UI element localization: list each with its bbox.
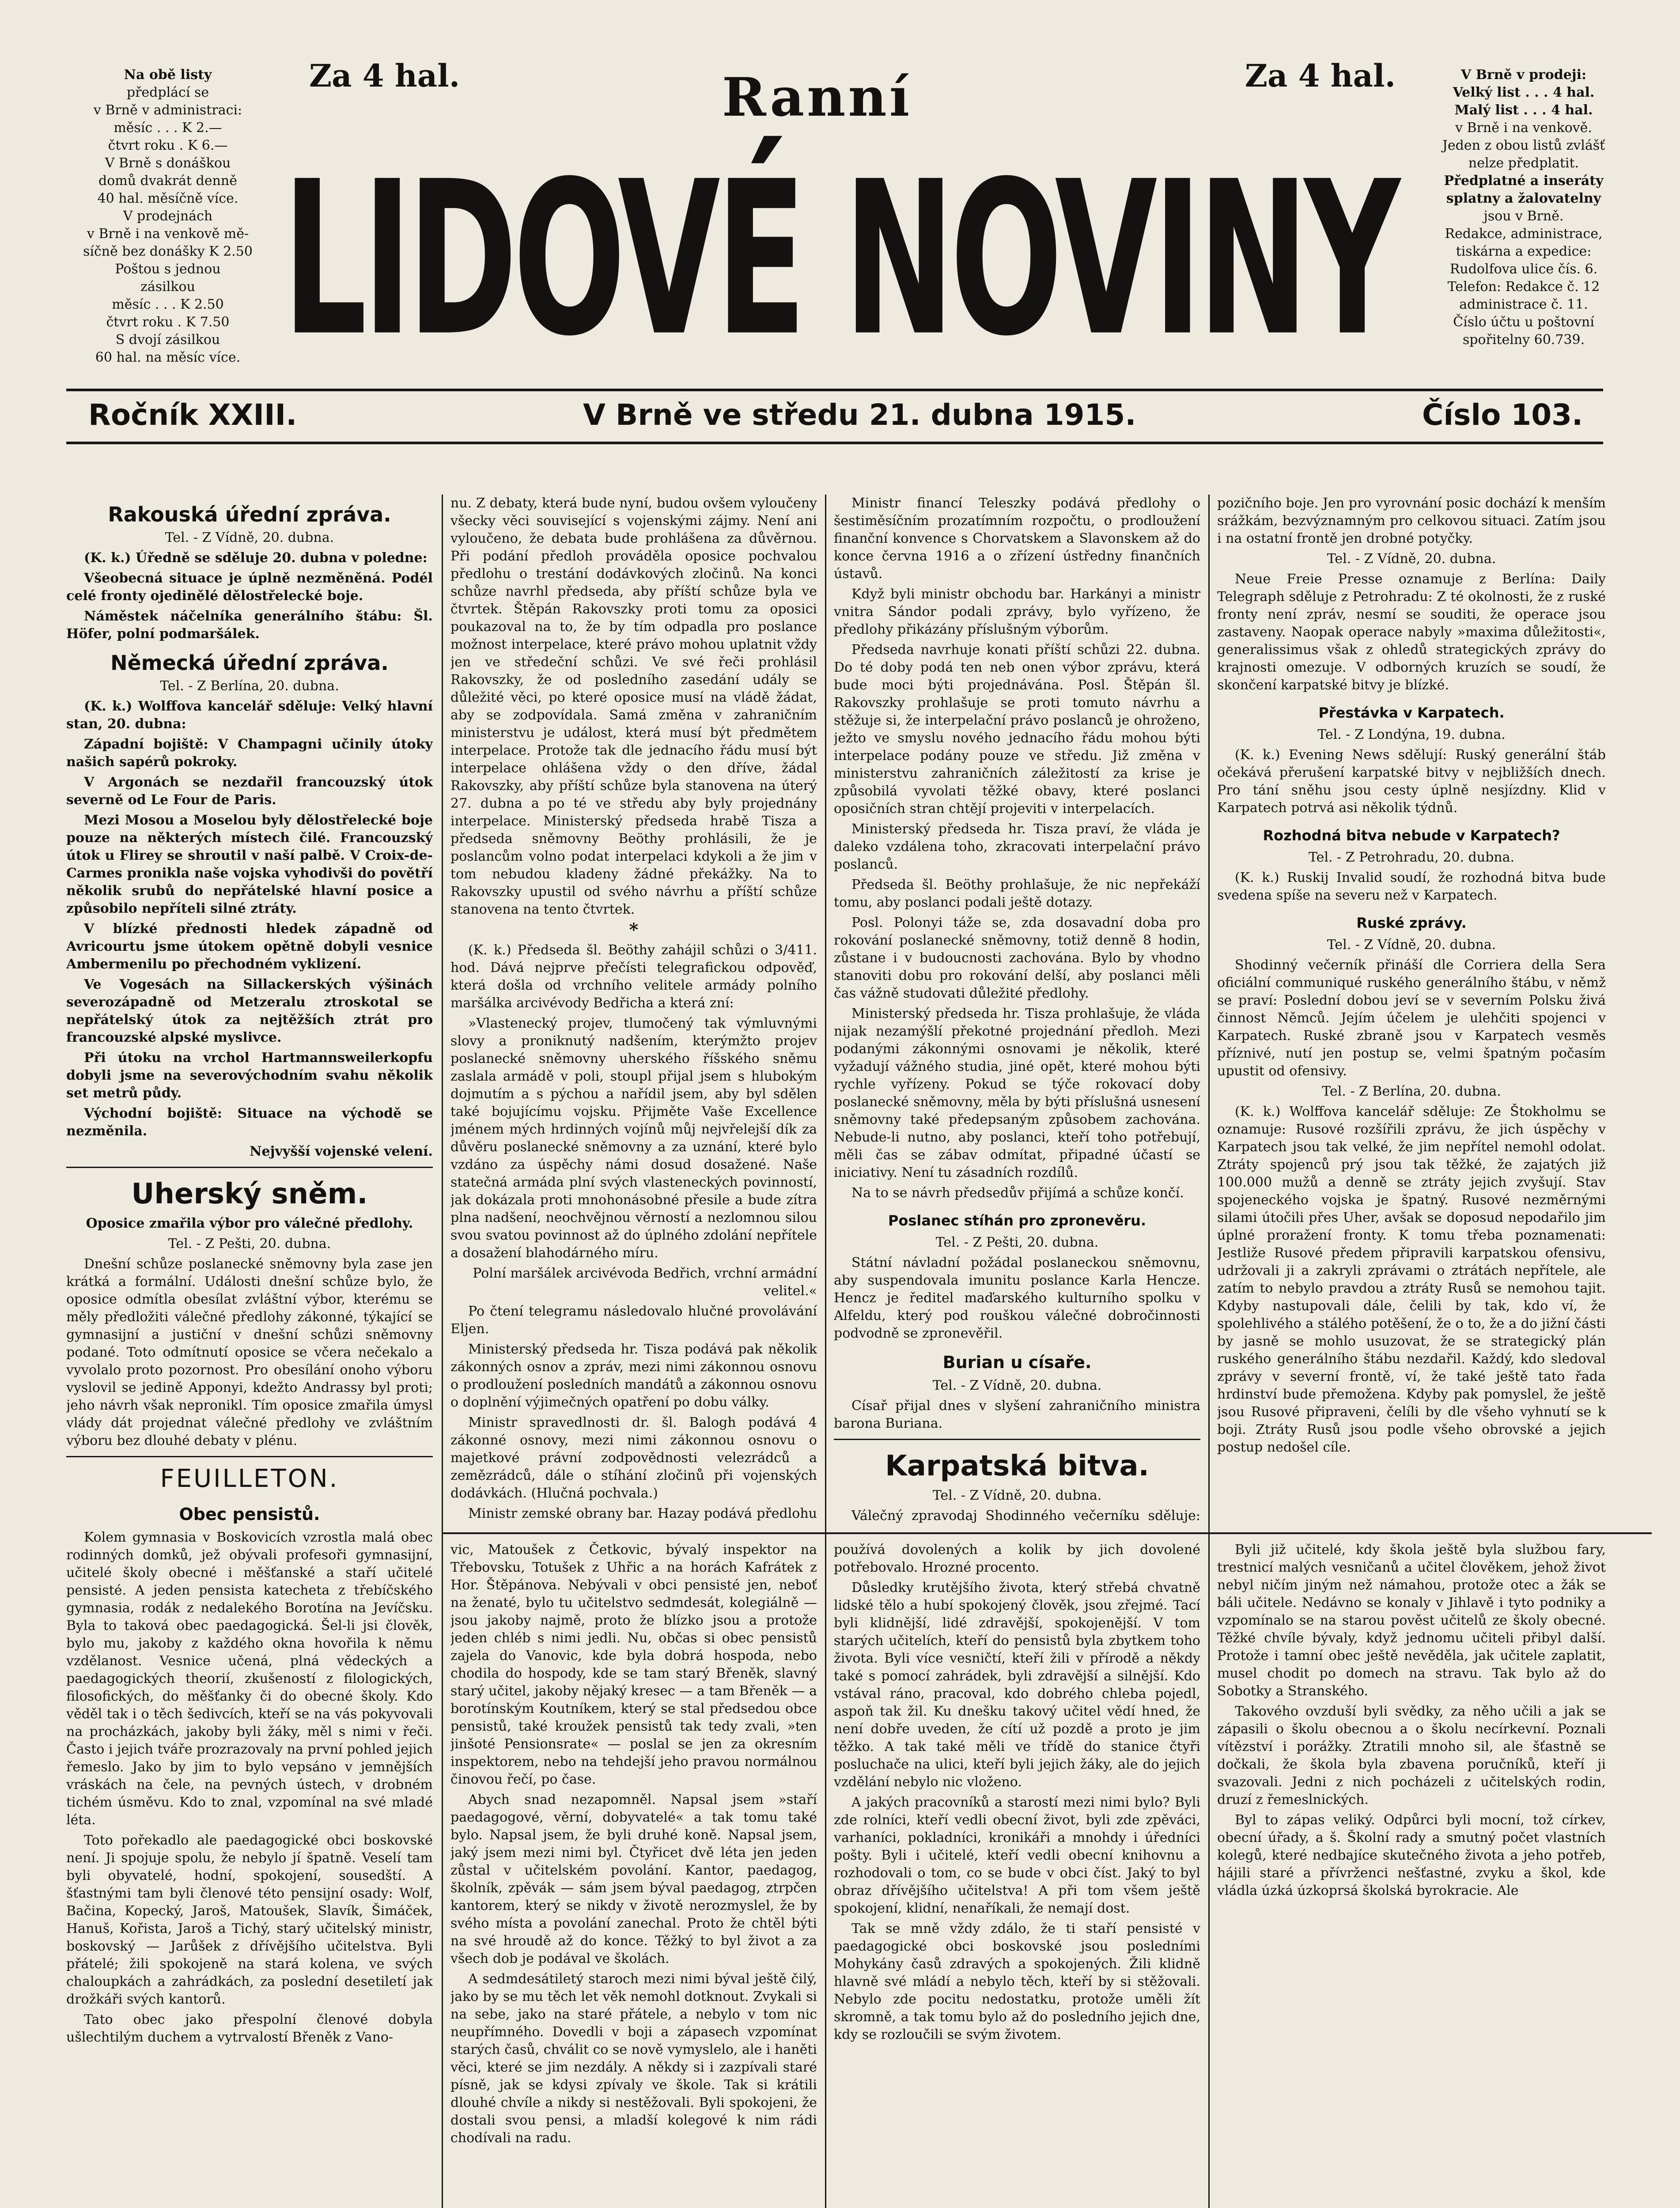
info-line: spořitelny 60.739. — [1462, 332, 1585, 348]
subscription-line: Na obě listy — [124, 67, 212, 83]
dateline: Tel. - Z Vídně, 20. dubna. — [1327, 937, 1496, 953]
article-heading: Německá úřední zpráva. — [110, 651, 389, 675]
dateline: Tel. - Z Vídně, 20. dubna. — [1327, 551, 1496, 567]
paragraph: Náměstek náčelníka generálního štábu: Šl. Höfer, polní podmaršálek. — [66, 609, 433, 642]
info-line: Předplatné a inseráty — [1444, 173, 1604, 189]
paragraph: Ministerský předseda hr. Tisza podává pak několik zákonných osnov a zpráv, mezi nimi zákonnou osnovu o prodloužení posledních mandátů a zákonnou osnovu o doplnění výjimečných opatření po dobu války. — [450, 1342, 817, 1410]
paragraph: Neue Freie Presse oznamuje z Berlína: Daily Telegraph sděluje z Petrohradu: Z té okolnosti, že z ruské fronty není zpráv, nesmí se souditi, že operace jsou zastaveny. Naopak operace nabyly »maxima důležitosti«, generalissimus však z ohledů strategických zprávy do krajnosti omezuje. V odborných kruzích se soudí, že skončení karpatské bitvy je blízké. — [1217, 571, 1606, 693]
dateline: Tel. - Z Vídně, 20. dubna. — [932, 1378, 1102, 1393]
paragraph: Na to se návrh předsedův přijímá a schůze končí. — [851, 1185, 1184, 1201]
article-heading: Karpatská bitva. — [885, 1450, 1149, 1482]
subscription-line: čtvrt roku . K 6.— — [108, 138, 228, 153]
section-star: * — [629, 919, 639, 940]
paragraph: Císař přijal dnes v slyšení zahraničního ministra barona Buriana. — [834, 1398, 1200, 1431]
paragraph: Tato obec jako přespolní členové dobyla ušlechtilým duchem a vytrvalostí Břeněk z Vano- — [66, 2012, 433, 2045]
paragraph: A jakých pracovníků a starostí mezi nimi bylo? Byli zde rolníci, kteří vedli obecní život, byli zde zpěváci, varhaníci, pokladníci, kronikáři a mnohdy i úředníci pošty. Byli i učitelé, kteří vedli obecní knihovnu a rozhodovali o tom, co se bude v obci číst. Jaký to byl obraz dřívějšího učitelstva! A při tom všem ještě spokojení, klidní, nenaříkali, že nemají dost. — [834, 1795, 1200, 1916]
info-line: Číslo účtu u poštovní — [1453, 314, 1594, 330]
masthead-title: LIDOVÉ NOVINY — [283, 136, 1396, 383]
volume-number: Ročník XXIII. — [88, 398, 297, 432]
paragraph: V Argonách se nezdařil francouzský útok severně od Le Four de Paris. — [66, 775, 433, 808]
paragraph: (K. k.) Evening News sdělují: Ruský generální štáb očekává přerušení karpatské bitvy v nejbližších dnech. Pro tání sněhu jsou cesty úplně nesjízdny. Klid v Karpatech potrvá asi několik týdnů. — [1217, 747, 1606, 816]
subscription-line: 60 hal. na měsíc více. — [95, 350, 241, 365]
article-heading: Burian u císaře. — [942, 1353, 1092, 1372]
paragraph: (K. k.) Úředně se sděluje 20. dubna v poledne: — [84, 550, 428, 566]
article-heading: Rozhodná bitva nebude v Karpatech? — [1263, 827, 1560, 844]
issue-date: V Brně ve středu 21. dubna 1915. — [583, 398, 1136, 432]
subscription-line: v Brně v administraci: — [93, 102, 242, 118]
info-line: nelze předplatit. — [1468, 155, 1579, 171]
info-line: Rudolfova ulice čís. 6. — [1449, 261, 1598, 277]
paragraph: Abych snad nezapomněl. Napsal jsem »staří paedagogové, věrní, dobyvatelé« a tak tomu také bylo. Napsal jsem, že byli druhé koně. Napsal jsem, jaký jsem mezi nimi byl. Čtyřicet dvě léta jen jeden zůstal v učitelském povolání. Kantor, paedagog, školník, zpěvák — sám jsem býval paedagog, ztrpčen kantorem, který se nikdy v životě nerozmyslel, že by svého místa a povolání zanechal. Proto že chtěl býti na své hroudě až do konce. Těžký to byl život a za všech dob je podával ve školách. — [450, 1792, 817, 1966]
paragraph: Tak se mně vždy zdálo, že ti staří pensisté v paedagogické obci boskovské jsou posledními Mohykány časů zdravých a spokojených. Žili klidně hlavně své mládí a nebylo těch, kteří by si stěžovali. Nebylo zde pocitu nedostatku, protože uměli žít skromně, a tak tomu bylo až do posledního jejich dne, kdy se rozloučili se svým životem. — [834, 1921, 1200, 2042]
paragraph: Toto pořekadlo ale paedagogické obci boskovské není. Ji spojuje spolu, že nebylo jí špatně. Veselí tam byli obyvatelé, hodní, spokojení, sousedští. A šťastnými tam byli členové této pensijní osady: Wolf, Bačina, Kopecký, Jaroš, Matoušek, Slavík, Šimáček, Hanuš, Kořista, Jaroš a Tichý, starý učitelský ministr, boskovský — Jarůšek z dřívějšího učitelstva. Byli přátelé; žili spokojeně na stará kolena, ve svých chaloupkách a zahrádkách, za poslední desetiletí jak drožkáři svých kantorů. — [66, 1833, 433, 2007]
issue-number: Číslo 103. — [1422, 398, 1583, 432]
subscription-line: V prodejnách — [123, 208, 213, 224]
paragraph: Ministr spravedlnosti dr. šl. Balogh podává 4 zákonné osnovy, mezi nimi zákonnou osnovu o majetkové právní zodpovědnosti velezrádců a zemězrádců, dále o stíhání zločinů při vojenských dodávkách. (Hlučná pochvala.) — [450, 1415, 817, 1501]
info-line: Malý list . . . 4 hal. — [1454, 102, 1593, 118]
info-line: Velký list . . . 4 hal. — [1453, 85, 1595, 100]
info-line: Jeden z obou listů zvlášť — [1442, 138, 1605, 153]
column-rule — [825, 495, 826, 2208]
feuilleton-column-3 — [834, 1541, 1200, 2208]
paragraph: Ve Vogesách na Sillackerských výšinách severozápadně od Metzeralu ztroskotal se nepřátelský útok za nejtěžších ztrát pro francouzské alpské myslivce. — [66, 977, 433, 1045]
masthead-rule-top — [66, 389, 1603, 391]
dateline: Tel. - Z Petrohradu, 20. dubna. — [1308, 850, 1515, 865]
paragraph: Po čtení telegramu následovalo hlučné provolávání Eljen. — [450, 1304, 817, 1337]
article-heading: Poslanec stíhán pro zpronevěru. — [888, 1212, 1146, 1229]
paragraph: (K. k.) Ruskij Invalid soudí, že rozhodná bitva bude svedena spíše na severu než v Karpatech. — [1217, 870, 1606, 903]
paragraph: Shodinný večerník přináší dle Corriera della Sera oficiální communiqué ruského generálního štábu, v němž se praví: Poslední dobou jeví se v severním Polsku živá činnost Němců. Jejím účelem je ulehčiti spojenci v Karpatech. Ruské zbraně jsou v Karpatech vesměs příznivé, nutí jen postup se, velmi špatným počasím upustit od ofensivy. — [1217, 957, 1606, 1079]
paragraph: Předseda šl. Beöthy prohlašuje, že nic nepřekáží tomu, aby poslanci podali ještě dotazy. — [834, 877, 1200, 910]
paragraph: Při útoku na vrchol Hartmannsweilerkopfu dobyli jsme na severovýchodním svahu několik set metrů půdy. — [66, 1050, 433, 1101]
subscription-line: zásilkou — [140, 279, 195, 295]
paragraph: vic, Matoušek z Četkovic, bývalý inspektor na Třebovsku, Totušek z Uhřic a na horách Kafrátek z Hor. Štěpánova. Nebývali v obci pensisté jen, neboť na ženaté, bylo tu učitelstvo sedmdesát, kolegiálně — jsou jakoby najmě, proto že blízko jsou a protože jeden chléb s nimi jedli. Nu, občas si obec pensistů zajela do Vanovic, kde byla dobrá hospoda, nebo chodila do hospody, kde se tam starý Břeněk, slavný starý učitel, jakoby nějaký kresec — a tam Břeněk — a borotínským Koutníkem, který se stal předsedou obce pensistů, také kroužek pensistů tak tedy zvali, »ten jinšoté Pensionsrate« — poslal se jen za okresním inspektorem, nebo na tehdejší jeho pravou normálnou činovou řečí, po čase. — [450, 1542, 817, 1787]
info-line: Telefon: Redakce č. 12 — [1447, 279, 1600, 295]
info-line: splatny a žalovatelny — [1446, 191, 1601, 206]
subscription-line: domů dvakrát denně — [98, 173, 237, 189]
article-heading: Uherský sněm. — [131, 1178, 368, 1210]
section-rule — [442, 1532, 1652, 1534]
column-4 — [1217, 495, 1606, 1524]
subscription-line: S dvojí zásilkou — [115, 332, 220, 348]
paragraph: Byli již učitelé, kdy škola ještě byla službou fary, trestnicí malých vesničanů a učitel člověkem, jehož život nebyl ničím jiným než námahou, protože otec a žák se báli učitele. Nedávno se konaly v Jihlavě i tyto podniky a vzpomínalo se na starou pověst učitelů ze školy obecné. Těžké chvíle bývaly, když jednomu učiteli přibyl další. Protože i tamní obec ještě nevěděla, jak učitele zaplatit, musel chodit po domech na stravu. Tak bylo až do Sobotky a Stranského. — [1217, 1542, 1606, 1699]
info-line: jsou v Brně. — [1483, 208, 1564, 224]
paragraph: Ministerský předseda hr. Tisza praví, že vláda je daleko vzdálena toho, zkracovati interpelační právo poslanců. — [834, 821, 1200, 872]
paragraph: Ministr zemské obrany bar. Hazay podává předlohu — [468, 1506, 817, 1521]
article-heading: Rakouská úřední zpráva. — [108, 503, 391, 526]
subscription-line: měsíc . . . K 2.50 — [112, 297, 224, 312]
paragraph: pozičního boje. Jen pro vyrovnání posic dochází k menším srážkám, bezvýznamným pro celkovou situaci. Zatím jsou i na ostatní frontě jen drobné potyčky. — [1217, 495, 1606, 546]
signature: Polní maršálek arcivévoda Bedřich, vrchní armádní velitel.« — [473, 1266, 817, 1299]
column-2 — [450, 495, 817, 1524]
paragraph: Státní návladní požádal poslaneckou sněmovnu, aby suspendovala imunitu poslance Karla Hencze. Hencz je ředitel maďarského kulturního spolku v Alfeldu, který pod rouškou válečné dobročinnosti podvodně se zpronevěřil. — [834, 1255, 1200, 1341]
dateline: Tel. - Z Pešti, 20. dubna. — [935, 1235, 1099, 1250]
paragraph: Kolem gymnasia v Boskovicích vzrostla malá obec rodinných domků, jež obývali profesoři gymnasijní, učitelé školy obecné i měšťanské a staří učitelé pensisté. A jeden pensista katecheta z třebíčského gymnasia, rodák z nedalekého Borotína na Jevíčsku. Byla to taková obec paedagogická. Šel-li jsi člověk, bylo mu, jakoby z každého okna hovořila k němu vzdělanost. Vesnice učená, plná vědeckých a paedagogických theorií, zkušeností z filologických, filosofických, do měšťanky či do obecné školy. Kdo věděl tak i o těch šedivcích, kteří se na vás pokyvovali na procházkách, jakoby byli žáky, měl s nimi v řeči. Často i jejich tváře prozrazovaly na první pohled jejich řemeslo. Jako by jim to bylo vepsáno v jemnějších vráskách na čele, na pevných ústech, v drobném tichém úsměvu. Kdo to znal, vzpomínal na své mladé léta. — [66, 1530, 433, 1828]
info-line: administrace č. 11. — [1459, 297, 1588, 312]
subheading: Oposice zmařila výbor pro válečné předlohy. — [86, 1216, 413, 1231]
subscription-line: Poštou s jednou — [115, 261, 221, 277]
paragraph: Ministerský předseda hr. Tisza prohlašuje, že vláda nijak nezamýšlí překotné projednání předloh. Mezi podanými zákonnými osnovami je několik, které vyžadují vážného studia, jiné opět, které mohou býti rychle vyřízeny. Pokud se týče rokovací doby poslanecké sněmovny, měla by býti příslušná usnesení sněmovny také předepsaným způsobem zachována. Nebude-li nutno, aby poslanci, kteří toho potřebují, měli čas se zábav odmítat, připadné účastí se iniciativy. Není tu zásadních rozdílů. — [834, 1006, 1200, 1180]
paragraph: Ministr financí Teleszky podává předlohy o šestiměsíčním prozatímním rozpočtu, o prodloužení finanční konvence s Chorvatskem a Slavonskem až do konce června 1916 a o zřízení ústředny finančních ústavů. — [834, 495, 1200, 582]
paragraph: Když byli ministr obchodu bar. Harkányi a ministr vnitra Sándor podali zprávy, bylo vyřízeno, že předlohy přikázány příslušným výborům. — [834, 586, 1200, 637]
feuilleton-column-2 — [450, 1541, 817, 2208]
paragraph: Předseda navrhuje konati příští schůzi 22. dubna. Do té doby podá ten neb onen výbor zprávu, která bude moci býti projednávána. Posl. Štěpán šl. Rakovszky prohlašuje se proti tomuto návrhu a stěžuje si, že interpelační právo poslanců je ohroženo, ježto ve smyslu nového jednacího řádu mohou býti interpelace podány pouze ve středu. Již změna v ministerstvu zahraničních záležitostí za krise je způsobilá vyvolati těžké obavy, které poslanci oposičních stran chtějí projeviti v interpelacích. — [834, 642, 1200, 817]
paragraph: (K. k.) Wolffova kancelář sděluje: Ze Štokholmu se oznamuje: Rusové rozšířili zprávu, že jich úspěchy v Karpatech jsou tak velké, že jim nepřítel nemohl odolat. Ztráty spojenců prý jsou tak těžké, že zajatých již 100.000 mužů a denně se ztráty jejich zvyšují. Stav spojeneckého vojska je špatný. Rusové nezměrnými silami útočili přes Uher, avšak se doposud nepodařilo jim úplné proražení fronty. K tomu třeba poznamenati: Jestliže Rusové předem připravili karpatskou ofensivu, udržovali ji a zakryli zprávami o ztrátách nepřítele, ale zatím to nebylo pravdou a ztráty Rusů se nemohou tajit. Kdyby nastupovali dále, čelili by tak, kdo ví, že spolehlivého a stálého potěšení, že o to, že a do jižní části by jasně se mohlo usuzovat, že se strategický plán ruského generálního štábu nezdařil. Každý, kdo sledoval zprávy v severní frontě, ví, že také ještě tato řada hrdinství bude přemožena. Kdyby pak pomyslel, že ještě jsou Rusové připraveni, čelíli by dle všeho vyhnutí se k boji. Ztráty Rusů jsou podle všeho obrovské a jejich postup nedošel cíle. — [1217, 1104, 1606, 1455]
column-3 — [834, 495, 1200, 1524]
paragraph: Posl. Polonyi táže se, zda dosavadní doba pro rokování poslanecké sněmovny, totiž denně 8 hodin, zůstane i v budoucnosti zachována. Bylo by vhodno stanoviti dobu pro rokování delší, aby poslanci měli čas vážně studovati důležité předlohy. — [834, 915, 1200, 1001]
paragraph: Dnešní schůze poslanecké sněmovny byla zase jen krátká a formální. Události dnešní schůze bylo, že oposice odmítla obesílat zvláštní výbor, kterému se měly předložiti válečné předlohy zákonné, týkající se gymnasijní a justiční v dnešní schůzi sněmovny podané. Toto odmítnutí oposice se včera nečekalo a vyvolalo proto pozornost. Pro obesílání onoho výboru vyslovil se jedině Apponyi, kdežto Andrassy byl proti; jeho návrh však nepronikl. Tím oposice zmařila úmysl vlády dát projednat válečné předlohy ve zvláštním výboru bez dlouhé debaty v plénu. — [66, 1256, 433, 1448]
divider — [66, 1456, 433, 1457]
feuilleton-heading: FEUILLETON. — [160, 1464, 339, 1493]
divider — [834, 1439, 1200, 1440]
subscription-line: čtvrt roku . K 7.50 — [106, 314, 230, 330]
subscription-line: 40 hal. měsíčně více. — [97, 191, 238, 206]
price-right: Za 4 hal. — [1245, 57, 1396, 94]
paragraph: Válečný zpravodaj Shodinného večerníku sděluje: — [851, 1508, 1200, 1524]
article-heading: Ruské zprávy. — [1356, 915, 1467, 931]
paragraph: Mezi Mosou a Moselou byly dělostřelecké boje pouze na některých místech čilé. Francouzský útok u Flirey se shroutil v naší palbě. V Croix-de-Carmes pronikla naše vojska vyhodivši do povětří několik srubů do nepřátelské hlavní posice a způsobilo nepříteli silné ztráty. — [66, 813, 433, 916]
feuilleton-column-4 — [1217, 1541, 1606, 2208]
paragraph: Důsledky krutějšího života, který střebá chvatně lidské tělo a hubí spokojený člověk, jsou zřejmé. Tací byli klidnější, lidé zdravější, spokojenější. V tom starých učitelích, kteří do pensistů byla zbytkem toho života. Byli více vesničtí, kteří žili v přírodě a někdy také s pomocí zahrádek, byli zdravější a silnější. Kdo vstával ráno, pracoval, kdo dobrého chleba pojedl, aspoň tak žil. Ku dnešku takový učitel vědí hned, že není dobře uveden, že cítí už pozdě a proto je jim těžko. A tak také měli ve třídě do stanice čtyři posluchače na ulici, kteří byli jejich žáky, ale do jejich vzdělání nebylo nic vloženo. — [834, 1580, 1200, 1790]
paragraph: A sedmdesátiletý staroch mezi nimi býval ještě čilý, jako by se mu těch let věk nemohl dotknout. Zvykali si na sebe, jako na staré přátele, a nebylo v tom nic neupřímného. Dovedli v boji a zápasech vzpomínat starých časů, chválit co se nově vymyslelo, ale i haněti věci, které se jim nezdály. A někdy si i zazpívali staré písně, jak se kdysi zpívaly ve škole. Tak si krátili dlouhé chvíle a nikdy si nestěžovali. Byli spokojeni, že dostali svou pensi, a mladší kolegové k nim rádi chodívali na radu. — [450, 1971, 817, 2146]
paragraph: nu. Z debaty, která bude nyní, budou ovšem vyloučeny všecky věci související s vojenskými zájmy. Není ani vyloučeno, že debata bude prohlášena za důvěrnou. Při podání předloh prováděla oposice pochvalou předlohu o trestání dodávkových zločinů. Na konci schůze navrhl předseda, aby příští schůze byla ve čtvrtek. Štěpán Rakovszky proti tomu za oposici poukazoval na to, že by tím odpadla pro poslance možnost interpelace, které právo mohou uplatnit vždy jen ve středeční schůzi. Ve své řeči prohlásil Rakovszky, že od posledního zasedání udály se důležité věci, po které oposice musí na vládě žádat, aby se zodpovídala. Samá změna v zahraničním ministerstvu je událost, která musí být předmětem interpelace. Protože tak dle jednacího řádu musí být interpelace ohlášena vždy o den dříve, žádal Rakovszky, aby příští schůze byla stanovena na úterý 27. dubna a po té ve středu aby byly projednány interpelace. Ministerský předseda hrabě Tisza a předseda sněmovny Beöthy prohlásili, že je poslancům volno podat interpelaci kdykoli a že jim v tom nebudou kladeny žádné překážky. Na to Rakovszky upustil od svého návrhu a příští schůze stanovena na tento čtvrtek. — [450, 495, 817, 917]
column-rule — [442, 495, 443, 2208]
info-line: V Brně v prodeji: — [1461, 67, 1587, 83]
paragraph: (K. k.) Předseda šl. Beöthy zahájil schůzi o 3/411. hod. Dává nejprve přečísti telegrafickou odpověď, která došla od vrchního velitele armády polního maršálka arcivévody Bedřicha a která zní: — [450, 942, 817, 1011]
paragraph: (K. k.) Wolffova kancelář sděluje: Velký hlavní stan, 20. dubna: — [66, 699, 433, 732]
dateline: Tel. - Z Berlína, 20. dubna. — [160, 678, 339, 694]
price-left: Za 4 hal. — [309, 57, 460, 94]
subscription-line: V Brně s donáškou — [105, 155, 231, 171]
feuilleton-title: Obec pensistů. — [179, 1505, 320, 1524]
masthead-rule-bottom — [66, 442, 1603, 444]
paragraph: »Vlastenecký projev, tlumočený tak výmluvnými slovy a proniknutý nadšením, kterýmžto projev poslanecké sněmovny uherského říšského sněmu zaslala armádě v poli, stoupl přijal jsem s hlubokým dojmutím a s pýchou a nařídil jsem, aby byl sdělen také bojujícímu vojsku. Přijměte Vaše Excellence jménem mých hrdinných vojínů můj nejvřelejší dík za důvěru poslanecké sněmovny a za uznání, které bylo vzdáno za úspěchy námi dosud dosažené. Naše statečná armáda plní svých vlasteneckých povinností, jak dokázala proti mnohonásobné přesile a bude zítra plna nadšení, neochvějnou věrností a nezlomnou silou svou svatou povinnost až do úplného zdolání nepřítele a dosažení blahodárného míru. — [450, 1016, 817, 1261]
paragraph: Západní bojiště: V Champagni učinily útoky našich sapérů pokroky. — [66, 737, 433, 770]
paragraph: V blízké přednosti hledek západně od Avricourtu jsme útokem opětně dobyli vesnice Ambermenilu po přechodném vyklizení. — [66, 921, 433, 972]
paragraph: používá dovolených a kolik by jich dovolené potřebovalo. Hrozné procento. — [834, 1542, 1200, 1575]
column-1 — [66, 495, 433, 2208]
paragraph: Takového ovzduší byli svědky, za něho učili a jak se zápasili o školu obecnou a o školu necírkevní. Poznali vítězství i porážky. Ztratili mnoho sil, ale šťastně se dočkali, že škola byla zbavena poručníků, kteří ji svazovali. Jedni z nich pocházeli z učitelských rodin, druzí z řemeslnických. — [1217, 1704, 1606, 1807]
subscription-line: v Brně i na venkově mě- — [87, 226, 249, 242]
info-line: tiskárna a expedice: — [1456, 244, 1592, 259]
paragraph: Byl to zápas veliký. Odpůrci byli mocní, tož církev, obecní úřady, a š. Školní rady a smutný počet vlastních kolegů, které nedbajíce skutečného života a jeho potřeb, hájili staré a přívrženci nešťastné, zvyku a škol, kde vládla úzká úzkoprsá školská byrokracie. Ale — [1217, 1812, 1606, 1898]
dateline: Tel. - Z Vídně, 20. dubna. — [165, 530, 334, 545]
article-heading: Přestávka v Karpatech. — [1318, 704, 1505, 721]
signature: Nejvyšší vojenské velení. — [250, 1144, 433, 1159]
subscription-box-left — [53, 66, 283, 367]
column-rule — [1208, 495, 1210, 2208]
subscription-line: měsíc . . . K 2.— — [114, 120, 222, 136]
ranni-label: Ranní — [722, 66, 912, 129]
subscription-box-right — [1404, 66, 1643, 349]
subscription-line: síčně bez donášky K 2.50 — [83, 244, 253, 259]
divider — [66, 1167, 433, 1168]
dateline: Tel. - Z Londýna, 19. dubna. — [1317, 727, 1506, 742]
paragraph: Východní bojiště: Situace na východě se nezměnila. — [66, 1106, 433, 1139]
subscription-line: předplácí se — [126, 85, 209, 100]
dateline: Tel. - Z Pešti, 20. dubna. — [168, 1236, 331, 1251]
dateline: Tel. - Z Berlína, 20. dubna. — [1322, 1084, 1501, 1099]
info-line: v Brně i na venkově. — [1455, 120, 1592, 136]
dateline: Tel. - Z Vídně, 20. dubna. — [932, 1488, 1102, 1503]
info-line: Redakce, administrace, — [1445, 226, 1603, 242]
paragraph: Všeobecná situace je úplně nezměněná. Podél celé fronty ojedinělé dělostřelecké boje. — [66, 571, 433, 604]
